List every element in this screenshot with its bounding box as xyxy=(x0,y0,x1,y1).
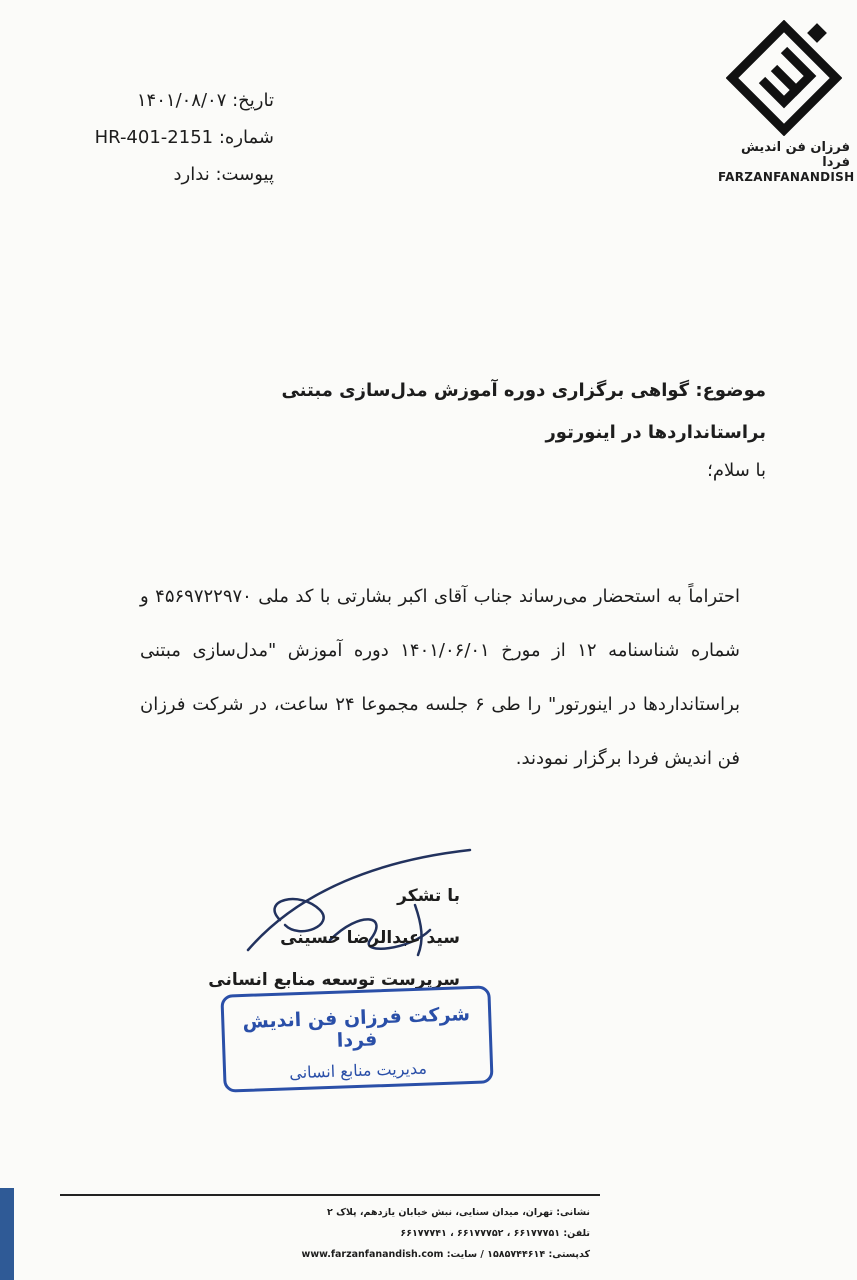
signatory-name: سید عبدالرضا حسینی xyxy=(280,928,460,948)
number-value: HR-401-2151 xyxy=(94,127,214,148)
stamp-department: مدیریت منابع انسانی xyxy=(288,1058,428,1083)
logo-mark-icon xyxy=(726,20,842,136)
date-label: تاریخ: xyxy=(232,90,274,111)
footer-address: نشانی: تهران، میدان سنایی، نبش خیابان یازدهم، پلاک ۲ xyxy=(327,1207,590,1218)
number-label: شماره: xyxy=(218,127,274,148)
letter-meta xyxy=(60,82,274,193)
letter-footer xyxy=(60,1202,590,1265)
number-row xyxy=(60,119,274,156)
attachment-row xyxy=(60,156,274,193)
footer-postal-row xyxy=(60,1244,590,1265)
attachment-value: ندارد xyxy=(173,164,210,185)
footer-website-link[interactable]: www.farzanfanandish.com xyxy=(301,1249,444,1260)
logo-name-en: FARZANFANANDISH xyxy=(718,170,855,184)
letter-body: احتراماً به استحضار می‌رساند جناب آقای اکبر بشارتی با کد ملی ۴۵۶۹۷۲۲۹۷۰ و شماره شناسنامه ۱۲ از مورخ ۱۴۰۱/۰۶/۰۱ دوره آموزش "مدل‌سازی مبتنی براستانداردها در اینورتور" را طی ۶ جلسه مجموعا ۲۴ ساعت، در شرکت فرزان فن اندیش فردا برگزار نمودند. xyxy=(140,586,741,769)
page-edge-strip xyxy=(0,1188,14,1280)
footer-divider xyxy=(60,1194,600,1196)
date-row xyxy=(60,82,274,119)
attachment-label: پیوست: xyxy=(215,164,274,185)
footer-phones: تلفن: ۶۶۱۷۷۷۵۱ ، ۶۶۱۷۷۷۵۲ ، ۶۶۱۷۷۷۴۱ xyxy=(400,1228,590,1239)
signature-closing: با تشکر xyxy=(397,886,460,906)
stamp-company-name: شرکت فرزان فن اندیش فردا xyxy=(242,1003,471,1052)
company-stamp xyxy=(220,985,493,1092)
logo-name-fa: فرزان فن اندیش فردا xyxy=(740,140,850,170)
date-value: ۱۴۰۱/۰۸/۰۷ xyxy=(136,90,227,111)
company-logo xyxy=(718,20,855,184)
signatory-title: سرپرست توسعه منابع انسانی xyxy=(208,970,460,990)
letter-subject: موضوع: گواهی برگزاری دوره آموزش مدل‌سازی مبتنی براستانداردها در اینورتور xyxy=(281,380,766,443)
footer-postal: کدپستی: ۱۵۸۵۷۴۴۶۱۴ / سایت: xyxy=(446,1249,590,1260)
letter-greeting: با سلام؛ xyxy=(707,460,766,481)
